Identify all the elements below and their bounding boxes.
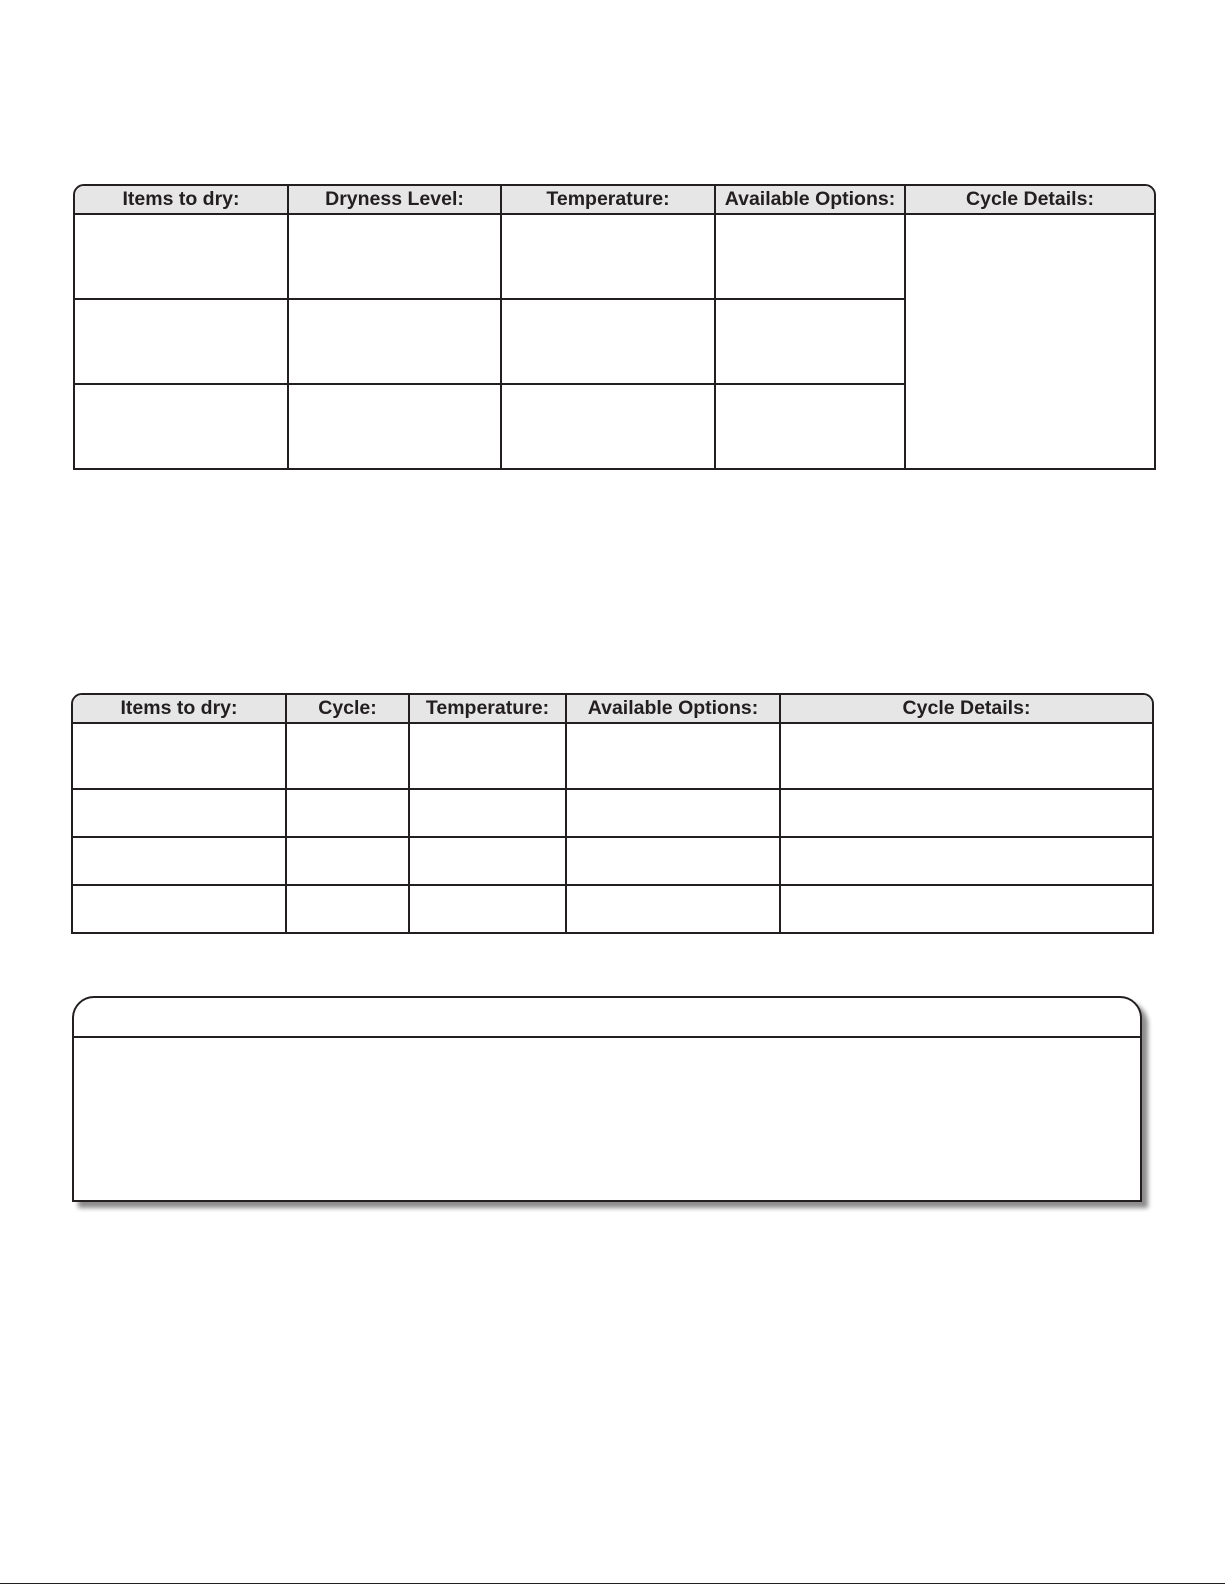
table-row bbox=[75, 215, 1154, 300]
header-cycle-details: Cycle Details: bbox=[906, 186, 1154, 215]
cell-items-to-dry bbox=[75, 300, 289, 385]
cell-cycle-details bbox=[906, 215, 1154, 468]
cell-cycle-details bbox=[781, 724, 1152, 790]
header-temperature: Temperature: bbox=[502, 186, 716, 215]
header-temperature: Temperature: bbox=[410, 695, 567, 724]
header-available-options: Available Options: bbox=[567, 695, 781, 724]
cell-cycle-details bbox=[781, 790, 1152, 838]
cell-temperature bbox=[502, 215, 716, 300]
bottom-rule bbox=[0, 1583, 1225, 1584]
note-box-header bbox=[74, 998, 1140, 1038]
cell-dryness-level bbox=[289, 300, 502, 385]
cell-available-options bbox=[716, 215, 906, 300]
cell-cycle bbox=[287, 790, 410, 838]
cell-available-options bbox=[716, 300, 906, 385]
cell-cycle-details bbox=[781, 838, 1152, 886]
cell-cycle bbox=[287, 724, 410, 790]
cell-temperature bbox=[502, 300, 716, 385]
cell-items-to-dry bbox=[73, 724, 287, 790]
table-row bbox=[73, 724, 1152, 790]
cell-available-options bbox=[567, 838, 781, 886]
cell-items-to-dry bbox=[75, 385, 289, 468]
cell-items-to-dry bbox=[73, 838, 287, 886]
cell-temperature bbox=[410, 724, 567, 790]
header-cycle: Cycle: bbox=[287, 695, 410, 724]
header-items-to-dry: Items to dry: bbox=[75, 186, 289, 215]
cell-cycle bbox=[287, 886, 410, 932]
table-row bbox=[73, 886, 1152, 932]
cell-available-options bbox=[567, 886, 781, 932]
cell-cycle bbox=[287, 838, 410, 886]
header-dryness-level: Dryness Level: bbox=[289, 186, 502, 215]
dryness-table bbox=[73, 184, 1156, 470]
cell-temperature bbox=[410, 838, 567, 886]
cell-dryness-level bbox=[289, 385, 502, 468]
header-items-to-dry: Items to dry: bbox=[73, 695, 287, 724]
cell-temperature bbox=[410, 886, 567, 932]
cell-temperature bbox=[502, 385, 716, 468]
cell-dryness-level bbox=[289, 215, 502, 300]
cell-temperature bbox=[410, 790, 567, 838]
header-cycle-details: Cycle Details: bbox=[781, 695, 1152, 724]
table-header-row bbox=[73, 695, 1152, 724]
table-header-row bbox=[75, 186, 1154, 215]
note-box bbox=[72, 996, 1142, 1202]
cell-items-to-dry bbox=[75, 215, 289, 300]
cell-items-to-dry bbox=[73, 886, 287, 932]
table-row bbox=[73, 838, 1152, 886]
cell-cycle-details bbox=[781, 886, 1152, 932]
header-available-options: Available Options: bbox=[716, 186, 906, 215]
cell-available-options bbox=[567, 790, 781, 838]
table-row bbox=[73, 790, 1152, 838]
cell-available-options bbox=[716, 385, 906, 468]
cell-items-to-dry bbox=[73, 790, 287, 838]
cycle-table bbox=[71, 693, 1154, 934]
cell-available-options bbox=[567, 724, 781, 790]
